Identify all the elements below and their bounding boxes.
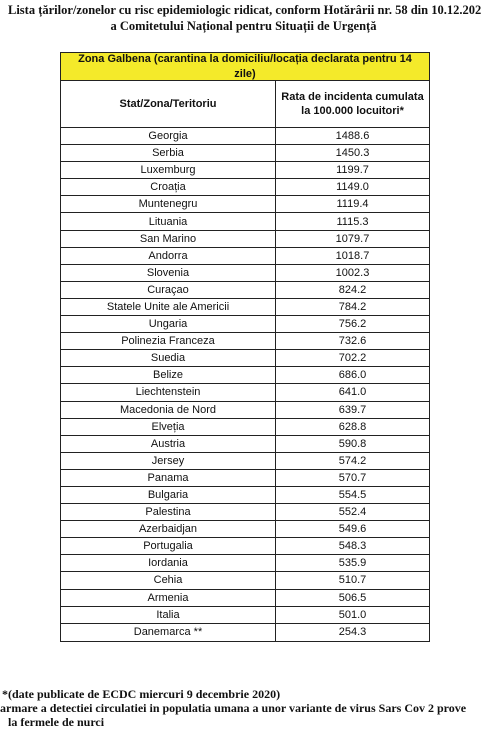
rate-cell: 732.6	[338, 335, 367, 348]
rate-cell: 784.2	[338, 300, 367, 313]
table-row	[61, 555, 429, 572]
footnote-variant-cont: la fermele de nurci	[8, 715, 105, 729]
table-row	[61, 367, 429, 384]
rate-cell: 1115.3	[336, 215, 369, 228]
table-row	[61, 316, 429, 333]
table-row	[61, 162, 429, 179]
country-cell: San Marino	[61, 231, 276, 247]
rate-cell: 535.9	[338, 557, 367, 570]
rate-cell: 570.7	[338, 471, 367, 484]
rate-cell: 1079.7	[335, 232, 370, 245]
footnote-ecdc: *(date publicate de ECDC miercuri 9 decembrie 2020)	[2, 687, 281, 701]
rate-cell: 1018.7	[335, 249, 370, 262]
rate-cell: 548.3	[338, 540, 367, 553]
table-header-row	[61, 81, 429, 128]
rate-cell: 1199.7	[336, 164, 369, 177]
rate-cell: 554.5	[338, 489, 367, 502]
table-row	[61, 607, 429, 624]
rate-cell: 590.8	[338, 437, 367, 450]
table-row	[61, 213, 429, 230]
country-cell: Georgia	[61, 128, 276, 144]
table-row	[61, 248, 429, 265]
table-row	[61, 470, 429, 487]
rate-cell: 552.4	[338, 506, 367, 519]
title-line-1: Lista țărilor/zonelor cu risc epidemiologic ridicat, conform Hotărârii nr. 58 din 10.12.202	[8, 3, 482, 17]
country-cell: Azerbaidjan	[61, 521, 276, 537]
country-cell: Andorra	[61, 248, 276, 264]
table-row	[61, 504, 429, 521]
table-row	[61, 572, 429, 589]
table-row	[61, 624, 429, 641]
rate-cell: 254.3	[338, 626, 367, 639]
country-cell: Iordania	[61, 555, 276, 571]
country-cell: Cehia	[61, 572, 276, 588]
rate-cell: 1450.3	[335, 147, 370, 160]
rate-cell: 501.0	[338, 608, 367, 621]
rate-cell: 549.6	[338, 523, 367, 536]
country-cell: Italia	[61, 607, 276, 623]
country-cell: Bulgaria	[61, 487, 276, 503]
table-row	[61, 196, 429, 213]
rate-cell: 756.2	[338, 318, 367, 331]
table-body	[61, 128, 429, 641]
rate-cell: 510.7	[338, 574, 367, 587]
rate-cell: 1002.3	[335, 266, 370, 279]
table-row	[61, 265, 429, 282]
country-cell: Luxemburg	[61, 162, 276, 178]
rate-cell: 641.0	[338, 386, 367, 399]
country-cell: Danemarca **	[61, 624, 276, 641]
table-row	[61, 384, 429, 401]
table-row	[61, 179, 429, 196]
column-header-rate: Rata de incidenta cumulata la 100.000 locuitori*	[281, 91, 424, 117]
country-cell: Palestina	[61, 504, 276, 520]
country-cell: Ungaria	[61, 316, 276, 332]
country-cell: Slovenia	[61, 265, 276, 281]
table-row	[61, 333, 429, 350]
country-cell: Curaçao	[61, 282, 276, 298]
country-cell: Suedia	[61, 350, 276, 366]
footnotes	[0, 687, 487, 729]
footnote-variant: armare a detectiei circulatiei in populatia umana a unor variante de virus Sars Cov 2 prove	[0, 701, 467, 715]
document-title	[0, 2, 487, 34]
rate-cell: 574.2	[338, 454, 367, 467]
country-cell: Serbia	[61, 145, 276, 161]
table-row	[61, 538, 429, 555]
title-line-2: a Comitetului Național pentru Situații de Urgență	[110, 19, 377, 33]
rate-cell: 686.0	[338, 369, 367, 382]
country-cell: Belize	[61, 367, 276, 383]
country-cell: Armenia	[61, 590, 276, 606]
rate-cell: 1488.6	[335, 130, 370, 143]
rate-cell: 824.2	[338, 283, 367, 296]
rate-cell: 1149.0	[336, 181, 369, 194]
table-row	[61, 590, 429, 607]
country-cell: Liechtenstein	[61, 384, 276, 400]
country-cell: Muntenegru	[61, 196, 276, 212]
rate-cell: 1119.4	[336, 198, 369, 211]
table-row	[61, 350, 429, 367]
rate-cell: 639.7	[338, 403, 367, 416]
table-row	[61, 419, 429, 436]
table-row	[61, 487, 429, 504]
table-row	[61, 436, 429, 453]
table-row	[61, 453, 429, 470]
table-row	[61, 299, 429, 316]
country-cell: Croația	[61, 179, 276, 195]
rate-cell: 628.8	[338, 420, 367, 433]
zone-header: Zona Galbena (carantina la domiciliu/locația declarata pentru 14 zile)	[61, 53, 429, 81]
country-cell: Jersey	[61, 453, 276, 469]
country-cell: Panama	[61, 470, 276, 486]
country-cell: Macedonia de Nord	[61, 402, 276, 418]
table-row	[61, 521, 429, 538]
table-row	[61, 231, 429, 248]
country-cell: Elveția	[61, 419, 276, 435]
country-cell: Austria	[61, 436, 276, 452]
country-cell: Portugalia	[61, 538, 276, 554]
table-row	[61, 282, 429, 299]
country-cell: Polinezia Franceza	[61, 333, 276, 349]
rate-cell: 702.2	[338, 352, 367, 365]
column-header-country: Stat/Zona/Teritoriu	[61, 81, 276, 127]
country-cell: Lituania	[61, 213, 276, 229]
risk-table	[60, 52, 430, 642]
table-row	[61, 145, 429, 162]
table-row	[61, 402, 429, 419]
rate-cell: 506.5	[338, 591, 367, 604]
table-row	[61, 128, 429, 145]
country-cell: Statele Unite ale Americii	[61, 299, 276, 315]
